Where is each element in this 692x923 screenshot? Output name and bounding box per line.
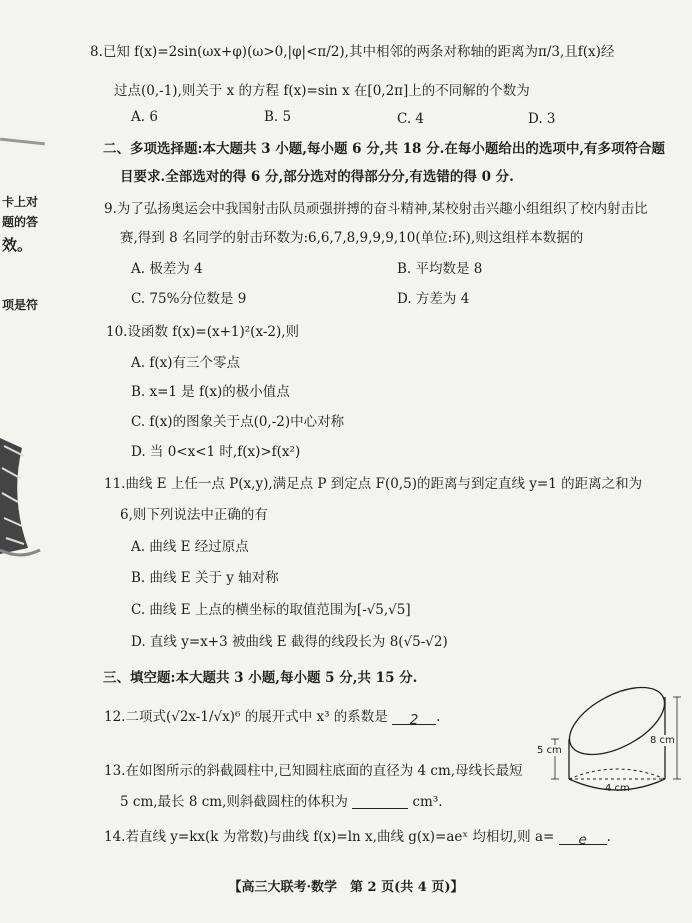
q9-option-a: A. 极差为 4 xyxy=(131,261,203,277)
q11-option-c: C. 曲线 E 上点的横坐标的取值范围为[-√5,√5] xyxy=(131,602,411,618)
q11-line1: 11.曲线 E 上任一点 P(x,y),满足点 P 到定点 F(0,5)的距离与到定直线 y=1 的距离之和为 xyxy=(104,476,643,492)
figure-left-label: 5 cm xyxy=(537,745,562,756)
q10-option-b: B. x=1 是 f(x)的极小值点 xyxy=(131,384,290,400)
q13-line1: 13.在如图所示的斜截圆柱中,已知圆柱底面的直径为 4 cm,母线长最短 xyxy=(104,763,523,779)
q13-text: 5 cm,最长 8 cm,则斜截圆柱的体积为 xyxy=(120,794,348,810)
q13-line2 xyxy=(120,792,443,812)
q11-line2: 6,则下列说法中正确的有 xyxy=(120,507,268,523)
q8-option-c: C. 4 xyxy=(397,111,425,127)
figure-right-label: 8 cm xyxy=(650,735,675,746)
q10-option-d: D. 当 0<x<1 时,f(x)>f(x²) xyxy=(131,444,301,460)
q12-answer-blank[interactable] xyxy=(392,710,436,728)
figure-bottom-label: 4 cm xyxy=(605,783,630,794)
q14-period: . xyxy=(606,829,611,845)
q13-answer-blank[interactable] xyxy=(352,794,408,809)
q14-answer-blank[interactable] xyxy=(559,830,607,848)
q9-line2: 赛,得到 8 名同学的射击环数为:6,6,7,8,9,9,9,10(单位:环),则这组样本数据的 xyxy=(120,230,584,246)
edge-text-4: 项是符 xyxy=(2,298,39,312)
q8-option-d: D. 3 xyxy=(528,111,556,127)
q8-line2: 过点(0,-1),则关于 x 的方程 f(x)=sin x 在[0,2π]上的不同解的个数为 xyxy=(114,83,530,99)
section2-line2: 目要求.全部选对的得 6 分,部分选对的得部分分,有选错的得 0 分. xyxy=(120,169,514,185)
q14-line xyxy=(104,827,611,847)
section2-line1: 二、多项选择题:本大题共 3 小题,每小题 6 分,共 18 分.在每小题给出的选项中,有多项符合题 xyxy=(103,141,666,157)
section3-heading: 三、填空题:本大题共 3 小题,每小题 5 分,共 15 分. xyxy=(103,670,418,686)
q11-option-d: D. 直线 y=x+3 被曲线 E 截得的线段长为 8(√5-√2) xyxy=(131,634,448,650)
edge-text-3: 效。 xyxy=(2,236,33,254)
q12-period: . xyxy=(436,709,441,725)
edge-text-2: 题的答 xyxy=(2,215,39,229)
adjacent-page-edge xyxy=(0,0,52,923)
q10-stem: 10.设函数 f(x)=(x+1)²(x-2),则 xyxy=(106,324,300,340)
q12-answer: 2 xyxy=(409,712,419,728)
page-footer: 【高三大联考·数学 第 2 页(共 4 页)】 xyxy=(228,880,464,895)
q8-option-b: B. 5 xyxy=(264,109,292,125)
q13-unit: cm³. xyxy=(412,794,443,810)
q9-option-d: D. 方差为 4 xyxy=(397,291,470,307)
q10-option-a: A. f(x)有三个零点 xyxy=(131,355,240,371)
q11-option-b: B. 曲线 E 关于 y 轴对称 xyxy=(131,570,279,586)
q14-answer: e xyxy=(578,832,587,848)
q14-text: 14.若直线 y=kx(k 为常数)与曲线 f(x)=ln x,曲线 g(x)=aeˣ 均相切,则 a= xyxy=(104,829,555,845)
q9-line1: 9.为了弘扬奥运会中我国射击队员顽强拼搏的奋斗精神,某校射击兴趣小组组织了校内射击比 xyxy=(104,201,648,217)
q9-option-b: B. 平均数是 8 xyxy=(397,261,483,277)
sculpture-image xyxy=(0,438,48,558)
q8-option-a: A. 6 xyxy=(131,109,158,125)
q12-line xyxy=(104,707,440,727)
q9-option-c: C. 75%分位数是 9 xyxy=(131,291,247,307)
q8-line1: 8.已知 f(x)=2sin(ωx+φ)(ω>0,|φ|<π/2),其中相邻的两条对称轴的距离为π/3,且f(x)经 xyxy=(90,44,615,60)
edge-text-1: 卡上对 xyxy=(2,195,39,209)
q10-option-c: C. f(x)的图象关于点(0,-2)中心对称 xyxy=(131,414,345,430)
q12-text: 12.二项式(√2x-1/√x)⁶ 的展开式中 x³ 的系数是 xyxy=(104,709,388,725)
oblique-cylinder-figure xyxy=(537,683,685,803)
edge-decor xyxy=(0,138,45,146)
q11-option-a: A. 曲线 E 经过原点 xyxy=(131,539,249,555)
